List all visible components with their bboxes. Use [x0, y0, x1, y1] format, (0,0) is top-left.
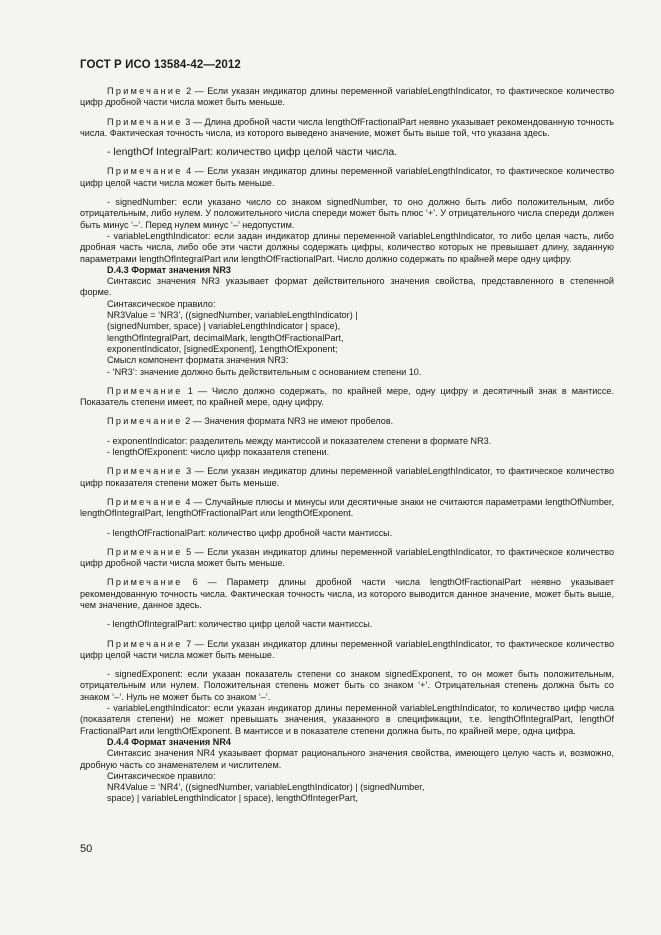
syntax-line: NR3Value = ‘NR3’, ((signedNumber, variableLengthIndicator) |: [107, 310, 358, 321]
syntax-rule-label: Синтаксическое правило:: [107, 298, 216, 309]
note-paragraph: [80, 386, 614, 409]
note-paragraph: [80, 547, 614, 570]
note-text: 1 — Число должно содержать, по крайней мере, одну цифру и десятичный знак в мантиссе. Показатель степени имеет, по крайней мере, одну цифру.: [80, 385, 614, 408]
note-paragraph: [80, 577, 614, 611]
document-body: [80, 86, 614, 805]
note-paragraph: [80, 466, 614, 489]
note-label: Примечание: [107, 466, 183, 477]
syntax-line: NR4Value = ‘NR4’, ((signedNumber, variableLengthIndicator) | (signedNumber,: [107, 782, 425, 793]
note-label: Примечание: [107, 546, 183, 557]
definition-item: - variableLengthIndicator: если указан индикатор длины переменной variableLengthIndicator, то количество цифр числа (показателя степени) не может превышать значения, указанного в спецификации, т.е. lengthOfIntegralPart, lengthOf FractionalPart или lengthOfExponent. В мантиссе и в показателе степени должна быть, по крайней мере, одна цифра.: [80, 703, 614, 736]
body-paragraph: Синтаксис значения NR3 указывает формат действительного значения свойства, представленного в степенной форме.: [80, 276, 614, 298]
note-label: Примечание: [107, 577, 183, 588]
definition-item: - ‘NR3’: значение должно быть действительным с основанием степени 10.: [107, 366, 422, 377]
definition-item: - exponentIndicator: разделитель между мантиссой и показателем степени в формате NR3.: [107, 435, 492, 446]
note-text: 3 — Если указан индикатор длины переменной variableLengthIndicator, то фактическое количество цифр показателя степени может быть меньше.: [80, 466, 614, 488]
section-heading: D.4.3 Формат значения NR3: [107, 264, 231, 275]
document-header: ГОСТ Р ИСО 13584-42—2012: [80, 59, 241, 71]
definition-item: - lengthOfIntegralPart: количество цифр целой части мантиссы.: [107, 619, 373, 630]
syntax-line: lengthOfIntegralPart, decimalMark, lengthOfFractionalPart,: [107, 332, 344, 343]
definition-item: - lengthOf IntegralPart: количество цифр целой части числа.: [107, 146, 398, 159]
body-paragraph: Синтаксис значения NR4 указывает формат рационального значения свойства, имеющего целую часть и, возможно, дробную часть со знаменателем и числителем.: [80, 748, 614, 770]
note-label: Примечание: [107, 385, 183, 396]
section-heading: D.4.4 Формат значения NR4: [107, 736, 231, 747]
note-text: 3 — Длина дробной части числа lengthOfFractionalPart неявно указывает рекомендованную точность числа. Фактическая точность числа, из которого выведено значение, может быть выше той, что указана здесь.: [80, 116, 614, 138]
note-label: Примечание: [107, 116, 183, 127]
note-label: Примечание: [107, 638, 183, 649]
note-paragraph: [80, 497, 614, 520]
syntax-line: (signedNumber, space) | variableLengthIndicator | space),: [107, 321, 341, 332]
note-paragraph: [80, 416, 614, 427]
note-label: Примечание: [107, 86, 183, 96]
definition-item: - variableLengthIndicator: если задан индикатор длины переменной variableLengthIndicator, то либо целая часть, либо дробная часть числа, либо обе эти части должны содержать цифры, количество которых не превышает длину, заданную параметрами lengthOfIntegralPart или lengthOfFractionalPart. Число должно содержать по крайней мере одну цифру.: [80, 230, 614, 264]
note-text: 6 — Параметр длины дробной части числа lengthOfFractionalPart неявно указывает рекомендованную точность числа. Фактическая точность числа, из которого выводится данное значение, может быть выше, чем значение, данное здесь.: [80, 577, 614, 610]
page-number: 50: [80, 843, 93, 855]
note-paragraph: [80, 86, 614, 109]
note-paragraph: [80, 639, 614, 662]
note-text: 7 — Если указан индикатор длины переменной variableLengthIndicator, то фактическое количество цифр целой части числа может быть меньше.: [80, 638, 614, 660]
note-text: 2 — Если указан индикатор длины переменной variableLengthIndicator, то фактическое количество цифр дробной части числа может быть меньше.: [80, 86, 614, 108]
syntax-line: exponentIndicator, [signedExponent], 1engthOfExponent;: [107, 343, 338, 354]
note-label: Примечание: [107, 416, 183, 427]
note-label: Примечание: [107, 496, 183, 507]
note-paragraph: [80, 117, 614, 140]
syntax-line: space) | variableLengthIndicator | space), lengthOfIntegerPart,: [107, 793, 358, 804]
note-text: 5 — Если указан индикатор длины переменной variableLengthIndicator, то фактическое количество цифр дробной части числа может быть меньше.: [80, 546, 614, 569]
definition-item: - lengthOfExponent: число цифр показателя степени.: [107, 447, 330, 458]
syntax-rule-label: Синтаксическое правило:: [107, 770, 216, 781]
note-text: 2 — Значения формата NR3 не имеют пробелов.: [182, 416, 394, 427]
note-text: 4 — Случайные плюсы и минусы или десятичные знаки не считаются параметрами lengthOfNumber, lengthOfIntegralPart, lengthOfFractionalPart или lengthOfExponent.: [80, 496, 614, 519]
definition-item: - lengthOfFractionalPart: количество цифр дробной части мантиссы.: [107, 527, 393, 538]
note-label: Примечание: [107, 166, 183, 177]
note-paragraph: [80, 166, 614, 189]
definition-item: - signedExponent: если указан показатель степени со знаком signedExponent, то он может быть положительным, отрицательным или нулем. Положительная степень может быть со знаком ‘+’. Отрицательная степень должна быть со знаком ‘–’. Нуль не может быть со знаком ‘–’.: [80, 669, 614, 702]
note-text: 4 — Если указан индикатор длины переменной variableLengthIndicator, то фактическое количество цифр целой части числа может быть меньше.: [80, 166, 614, 188]
definition-item: - signedNumber: если указано число со знаком signedNumber, то оно должно быть либо положительным, либо отрицательным, либо нулем. У положительного числа спереди может быть плюс ‘+’. У отрицательного числа спереди должен быть минус ‘–’. Перед нулем минус ‘–’ недопустим.: [80, 197, 614, 230]
body-paragraph: Смысл компонент формата значения NR3:: [107, 355, 289, 366]
